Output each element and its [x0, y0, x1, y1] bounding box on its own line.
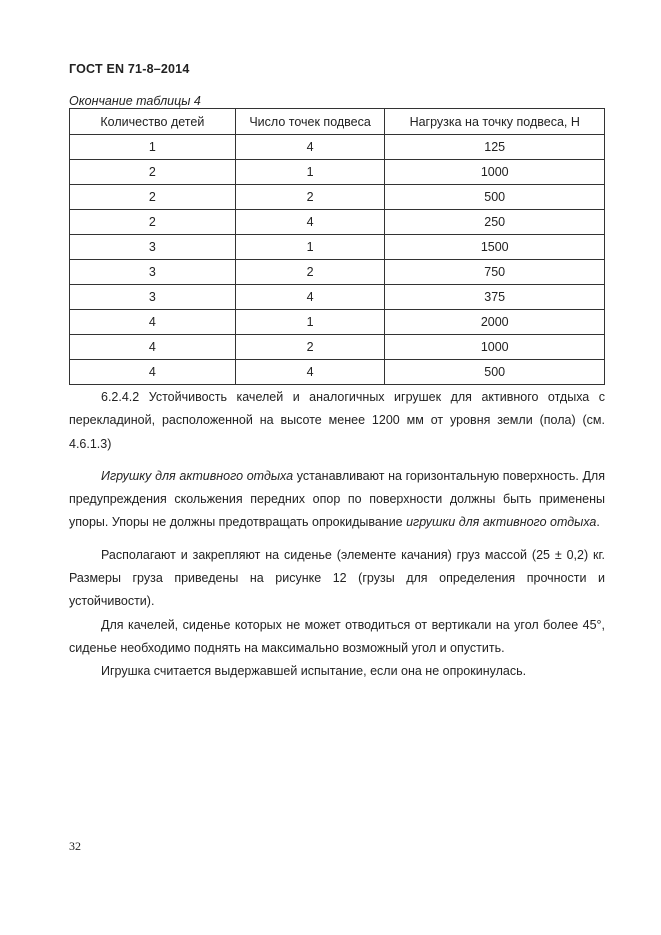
cell-points: 2: [235, 185, 385, 210]
section-text: [69, 386, 605, 684]
cell-load: 375: [385, 285, 605, 310]
paragraph-load: Располагают и закрепляют на сиденье (элементе качания) груз массой (25 ± 0,2) кг. Размеры груза приведены на рисунке 12 (грузы для определения прочности и устойчивости).: [69, 547, 605, 609]
term-active-toy: Игрушку для активного отдыха: [101, 468, 294, 483]
cell-load: 1000: [385, 160, 605, 185]
table-header-row: [70, 109, 605, 135]
cell-load: 1500: [385, 235, 605, 260]
installation-text-2: .: [596, 515, 600, 530]
table-row: [70, 285, 605, 310]
cell-points: 2: [235, 335, 385, 360]
cell-children: 3: [70, 235, 236, 260]
table-row: [70, 310, 605, 335]
cell-children: 2: [70, 210, 236, 235]
column-header-load: Нагрузка на точку подвеса, Н: [385, 109, 605, 135]
page-number: 32: [69, 839, 81, 853]
table-row: [70, 185, 605, 210]
term-active-toy-2: игрушки для активного отдыха: [406, 515, 597, 530]
load-table: [69, 108, 605, 385]
cell-points: 1: [235, 310, 385, 335]
table-row: [70, 160, 605, 185]
installation-text-1: устанавливают на горизонтальную поверхность. Для предупреждения скольжения передних опор по поверхности должны быть применены упоры. Упоры не должны предотвращать опрокидывание: [69, 468, 605, 530]
table-row: [70, 260, 605, 285]
paragraph-result: Игрушка считается выдержавшей испытание, если она не опрокинулась.: [101, 664, 527, 679]
standard-header: ГОСТ EN 71-8–2014: [69, 62, 190, 76]
paragraph-swing-angle: Для качелей, сиденье которых не может отводиться от вертикали на угол более 45°, сиденье необходимо поднять на максимально возможный угол и опустить.: [69, 617, 605, 655]
table-row: [70, 360, 605, 385]
cell-children: 3: [70, 285, 236, 310]
table-row: [70, 235, 605, 260]
column-header-children: Количество детей: [70, 109, 236, 135]
cell-load: 500: [385, 360, 605, 385]
cell-children: 2: [70, 185, 236, 210]
table-caption: Окончание таблицы 4: [69, 94, 201, 108]
paragraph-installation: [69, 465, 605, 535]
column-header-suspension-points: Число точек подвеса: [235, 109, 385, 135]
cell-points: 2: [235, 260, 385, 285]
cell-points: 4: [235, 360, 385, 385]
cell-children: 4: [70, 310, 236, 335]
paragraph-stability-heading: 6.2.4.2 Устойчивость качелей и аналогичных игрушек для активного отдыха с перекладиной, расположенной на высоте менее 1200 мм от уровня земли (пола) (см. 4.6.1.3): [69, 390, 605, 451]
cell-points: 4: [235, 135, 385, 160]
table-row: [70, 210, 605, 235]
cell-children: 2: [70, 160, 236, 185]
cell-load: 125: [385, 135, 605, 160]
cell-children: 1: [70, 135, 236, 160]
table-row: [70, 135, 605, 160]
cell-load: 250: [385, 210, 605, 235]
cell-points: 1: [235, 235, 385, 260]
cell-points: 4: [235, 285, 385, 310]
cell-points: 1: [235, 160, 385, 185]
cell-load: 750: [385, 260, 605, 285]
cell-load: 2000: [385, 310, 605, 335]
cell-children: 4: [70, 335, 236, 360]
cell-load: 500: [385, 185, 605, 210]
cell-children: 4: [70, 360, 236, 385]
cell-children: 3: [70, 260, 236, 285]
cell-load: 1000: [385, 335, 605, 360]
table-row: [70, 335, 605, 360]
cell-points: 4: [235, 210, 385, 235]
